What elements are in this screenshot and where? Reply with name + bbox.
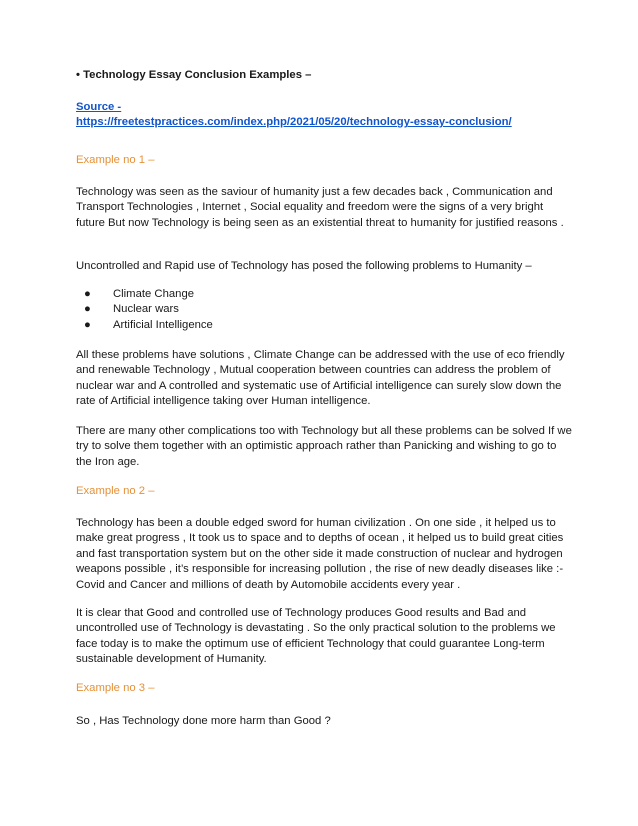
example-1-paragraph-4: There are many other complications too with Technology but all these problems can be solved If we try to solve them together with an optimistic approach rather than Panicking and wishing to go to the Iron age. xyxy=(76,425,572,468)
example-2-label: Example no 2 – xyxy=(76,485,155,497)
bullet-icon: ● xyxy=(84,318,91,331)
example-3-label: Example no 3 – xyxy=(76,682,155,694)
source-label-link[interactable]: Source - xyxy=(76,101,122,113)
list-item: ● Artificial Intelligence xyxy=(76,318,556,333)
list-item: ● Climate Change xyxy=(76,287,556,302)
bullet-icon: ● xyxy=(84,288,91,300)
essay-heading: • Technology Essay Conclusion Examples – xyxy=(76,69,312,81)
source-block xyxy=(76,100,574,131)
problems-list xyxy=(76,287,556,333)
example-2-paragraph-2: It is clear that Good and controlled use of Technology produces Good results and Bad and uncontrolled use of Technology is devastating . So the only practical solution to the problems we face today is to make the optimum use of efficient Technology that could guarantee Long-term sustainable development of Humanity. xyxy=(76,607,556,666)
example-1-paragraph-2: Uncontrolled and Rapid use of Technology has posed the following problems to Humanity – xyxy=(76,260,532,272)
list-item: ● Nuclear wars xyxy=(76,302,556,317)
example-3-paragraph-1: So , Has Technology done more harm than Good ? xyxy=(76,715,331,727)
example-1-label: Example no 1 – xyxy=(76,154,155,166)
example-1-paragraph-1: Technology was seen as the saviour of humanity just a few decades back , Communication and Transport Technologies , Internet , Social equality and freedom were the signs of a very bright future But now Technology is being seen as an existential threat to humanity for justified reasons . xyxy=(76,186,564,229)
source-url-link[interactable]: https://freetestpractices.com/index.php/2021/05/20/technology-essay-conclusion/ xyxy=(76,116,512,129)
bullet-icon: ● xyxy=(84,303,91,316)
example-2-paragraph-1: Technology has been a double edged sword for human civilization . On one side , it helped us to make great progress , It took us to space and to depths of ocean , it helped us to build great cities and fast transportation system but on the other side it made construction of nuclear and hydrogen weapons possible , it’s responsible for increasing pollution , the rise of new deadly diseases like :- Covid and Cancer and millions of death by Automobile accidents every year . xyxy=(76,517,564,591)
example-1-paragraph-3: All these problems have solutions , Climate Change can be addressed with the use of eco friendly and renewable Technology , Mutual cooperation between countries can address the problem of nuclear war and A controlled and systematic use of Artificial intelligence can surely slow down the rate of Artificial intelligence taking over Human intelligence. xyxy=(76,349,565,408)
